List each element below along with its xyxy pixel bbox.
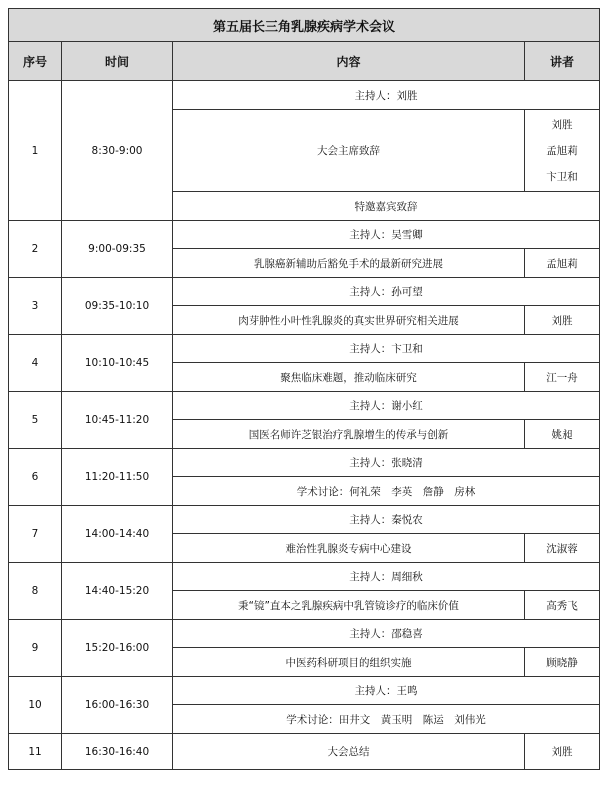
session-num: 5 (9, 392, 62, 449)
session-time: 9:00-09:35 (62, 221, 173, 278)
table-row (9, 449, 600, 477)
session-time: 10:10-10:45 (62, 335, 173, 392)
session-time: 14:00-14:40 (62, 506, 173, 563)
table-row (9, 677, 600, 705)
table-row (9, 278, 600, 306)
session-talk: 特邀嘉宾致辞 (173, 192, 600, 221)
table-row (9, 734, 600, 770)
session-time: 15:20-16:00 (62, 620, 173, 677)
session-speaker: 孟旭莉 (525, 249, 600, 278)
session-speaker: 顾晓静 (525, 648, 600, 677)
session-num: 7 (9, 506, 62, 563)
table-row (9, 392, 600, 420)
session-host: 主持人：谢小红 (173, 392, 600, 420)
session-num: 9 (9, 620, 62, 677)
session-host: 主持人：卞卫和 (173, 335, 600, 363)
speaker-name: 卞卫和 (546, 170, 578, 183)
schedule-table (8, 8, 600, 770)
session-speaker: 沈淑蓉 (525, 534, 600, 563)
session-talk: 大会总结 (173, 734, 525, 770)
table-row (9, 221, 600, 249)
session-speaker: 江一舟 (525, 363, 600, 392)
session-talk: 肉芽肿性小叶性乳腺炎的真实世界研究相关进展 (173, 306, 525, 335)
header-num: 序号 (9, 42, 62, 81)
session-num: 2 (9, 221, 62, 278)
session-time: 16:00-16:30 (62, 677, 173, 734)
session-discussion: 学术讨论：何礼荣 李英 詹静 房林 (173, 477, 600, 506)
session-talk: 中医药科研项目的组织实施 (173, 648, 525, 677)
session-discussion: 学术讨论：田井文 黄玉明 陈运 刘伟光 (173, 705, 600, 734)
session-host: 主持人：吴雪卿 (173, 221, 600, 249)
session-talk: 大会主席致辞 (173, 110, 525, 192)
session-talk: 难治性乳腺炎专病中心建设 (173, 534, 525, 563)
header-speaker: 讲者 (525, 42, 600, 81)
session-host: 主持人：周细秋 (173, 563, 600, 591)
session-host: 主持人：王鸣 (173, 677, 600, 705)
session-num: 6 (9, 449, 62, 506)
table-row (9, 563, 600, 591)
header-time: 时间 (62, 42, 173, 81)
header-content: 内容 (173, 42, 525, 81)
session-num: 10 (9, 677, 62, 734)
speaker-name: 刘胜 (551, 118, 573, 131)
table-row (9, 81, 600, 110)
session-time: 11:20-11:50 (62, 449, 173, 506)
session-host: 主持人：秦悦农 (173, 506, 600, 534)
session-talk: 乳腺癌新辅助后豁免手术的最新研究进展 (173, 249, 525, 278)
session-talk: 聚焦临床难题，推动临床研究 (173, 363, 525, 392)
session-host: 主持人：张晓清 (173, 449, 600, 477)
session-num: 3 (9, 278, 62, 335)
session-host: 主持人：孙可望 (173, 278, 600, 306)
session-time: 14:40-15:20 (62, 563, 173, 620)
session-time: 10:45-11:20 (62, 392, 173, 449)
speaker-name: 孟旭莉 (546, 144, 578, 157)
session-time: 09:35-10:10 (62, 278, 173, 335)
table-row (9, 620, 600, 648)
table-row (9, 335, 600, 363)
table-row (9, 506, 600, 534)
session-num: 4 (9, 335, 62, 392)
session-num: 1 (9, 81, 62, 221)
session-talk: 秉“镜”直本之乳腺疾病中乳管镜诊疗的临床价值 (173, 591, 525, 620)
session-time: 16:30-16:40 (62, 734, 173, 770)
session-time: 8:30-9:00 (62, 81, 173, 221)
session-host: 主持人：刘胜 (173, 81, 600, 110)
session-talk: 国医名师许芝银治疗乳腺增生的传承与创新 (173, 420, 525, 449)
session-speaker: 高秀飞 (525, 591, 600, 620)
session-num: 8 (9, 563, 62, 620)
session-speakers (525, 110, 600, 192)
session-num: 11 (9, 734, 62, 770)
session-speaker: 姚昶 (525, 420, 600, 449)
session-speaker: 刘胜 (525, 734, 600, 770)
session-speaker: 刘胜 (525, 306, 600, 335)
session-host: 主持人：邵稳喜 (173, 620, 600, 648)
conference-title: 第五届长三角乳腺疾病学术会议 (9, 9, 600, 42)
